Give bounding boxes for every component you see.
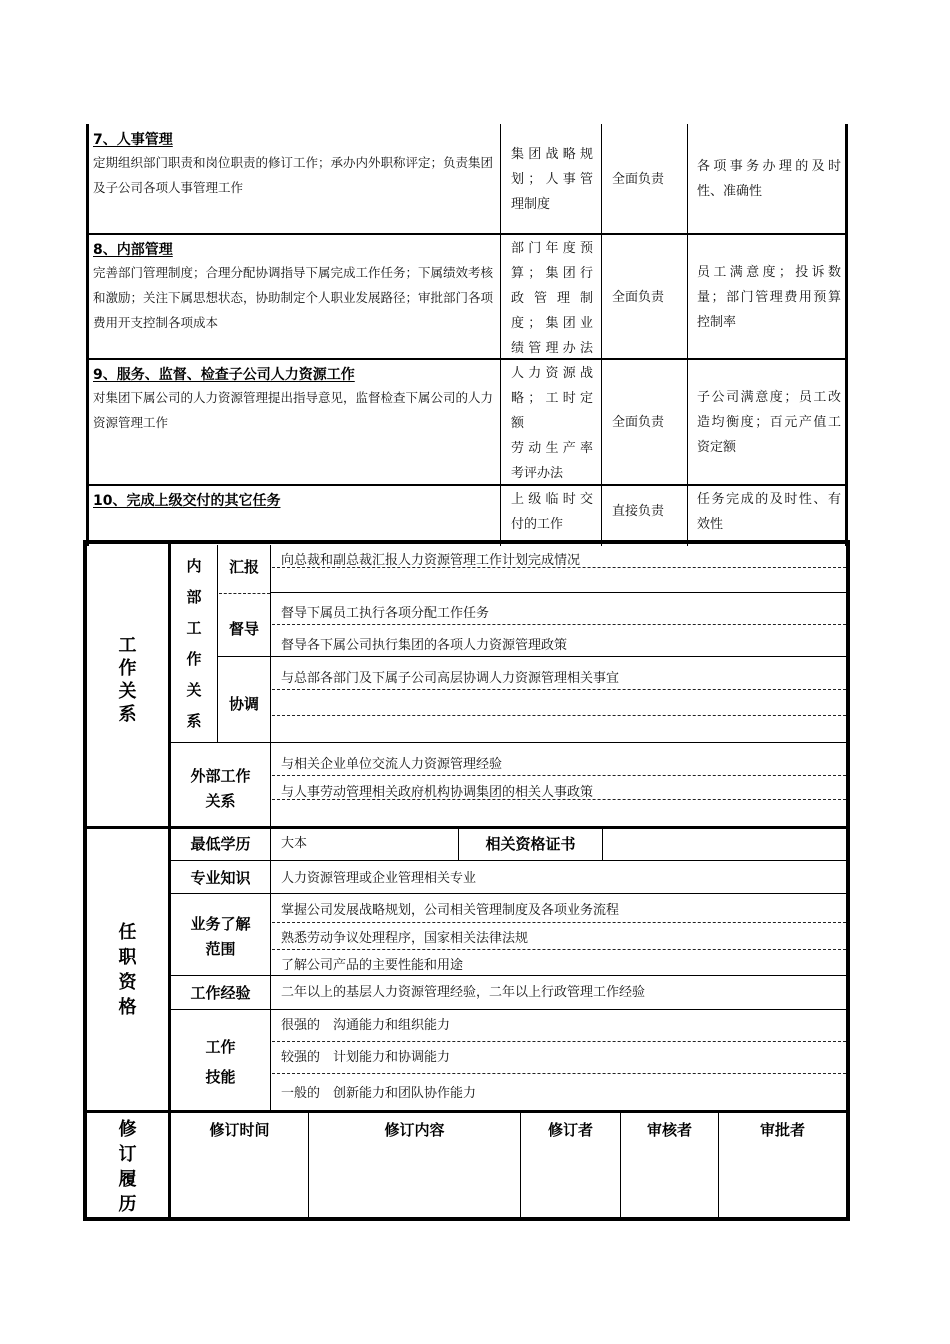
revision-header-content: 修订内容 — [384, 1121, 445, 1139]
basis-line: 考评办法 — [511, 466, 564, 481]
label-char: 作 — [186, 650, 202, 668]
duty-responsibility: 全面负责 — [612, 290, 665, 305]
internal-label — [171, 551, 217, 737]
skills-label — [171, 1032, 270, 1092]
skill-item: 较强的 计划能力和协调能力 — [281, 1050, 451, 1065]
kpi-line: 子公司满意度；员工改 — [697, 390, 841, 405]
section-label — [87, 920, 168, 1020]
duty-responsibility: 全面负责 — [612, 415, 665, 430]
basis-line: 度；集团业 — [511, 316, 593, 331]
kpi-line: 量；部门管理费用预算 — [697, 290, 841, 305]
basis-line: 部门年度预 — [511, 241, 593, 256]
supervise-label: 督导 — [228, 620, 259, 638]
label-char: 作 — [118, 658, 137, 679]
duty-responsibility: 全面负责 — [612, 172, 665, 187]
kpi-line: 各项事务办理的及时 — [697, 159, 841, 174]
duty-basis — [511, 236, 593, 361]
report-item: 向总裁和副总裁汇报人力资源管理工作计划完成情况 — [281, 553, 581, 568]
basis-line: 政 管 理 制 — [511, 291, 593, 306]
duty-kpi — [697, 154, 841, 204]
external-item: 与人事劳动管理相关政府机构协调集团的相关人事政策 — [281, 785, 594, 800]
certificate-label: 相关资格证书 — [485, 835, 576, 853]
business-item: 熟悉劳动争议处理程序，国家相关法律法规 — [281, 931, 529, 946]
duty-title: 7、人事管理 — [93, 132, 173, 148]
duty-basis — [511, 487, 593, 537]
basis-line: 上级临时交 — [511, 492, 593, 507]
duty-description: 定期组织部门职责和岗位职责的修订工作；承办内外职称评定；负责集团及子公司各项人事管理工作 — [93, 155, 494, 195]
basis-line: 理制度 — [511, 197, 551, 212]
basis-line: 额 — [511, 416, 525, 431]
duty-kpi — [697, 385, 841, 460]
skill-item: 一般的 创新能力和团队协作能力 — [281, 1086, 477, 1101]
label-char: 内 — [186, 557, 202, 575]
section-label — [87, 634, 168, 726]
label-char: 工 — [118, 635, 137, 656]
basis-line: 集团战略规划；人事管 — [511, 147, 593, 187]
label-char: 系 — [118, 704, 137, 725]
kpi-line: 任务完成的及时性、有 — [697, 492, 841, 507]
duty-title: 9、服务、监督、检查子公司人力资源工作 — [93, 367, 355, 383]
label-char: 关 — [186, 681, 202, 699]
section-label — [87, 1117, 168, 1217]
label-char: 资 — [118, 972, 137, 993]
duty-kpi — [697, 260, 841, 335]
label-line: 工作 — [205, 1038, 236, 1056]
label-char: 职 — [118, 947, 137, 968]
coordinate-label: 协调 — [228, 695, 259, 713]
duty-title: 8、内部管理 — [93, 242, 173, 258]
basis-line: 付的工作 — [511, 517, 564, 532]
basis-line: 人力资源战 — [511, 366, 593, 381]
experience-label: 工作经验 — [190, 984, 251, 1002]
basis-line: 算；集团行 — [511, 266, 593, 281]
kpi-line: 资定额 — [697, 440, 737, 455]
label-char: 订 — [118, 1144, 137, 1165]
label-char: 格 — [118, 997, 137, 1018]
business-label — [171, 912, 270, 962]
report-label: 汇报 — [228, 558, 259, 576]
business-item: 了解公司产品的主要性能和用途 — [281, 958, 464, 973]
kpi-line: 控制率 — [697, 315, 737, 330]
revision-header-approver: 审批者 — [759, 1121, 805, 1139]
basis-line: 劳动生产率 — [511, 441, 593, 456]
label-char: 履 — [118, 1169, 137, 1190]
kpi-line: 员工满意度；投诉数 — [697, 265, 841, 280]
revision-header-time: 修订时间 — [209, 1121, 270, 1139]
duty-basis — [511, 142, 593, 217]
label-line: 技能 — [205, 1068, 236, 1086]
revision-header-reviser: 修订者 — [547, 1121, 593, 1139]
kpi-line: 效性 — [697, 517, 724, 532]
supervise-item: 督导下属员工执行各项分配工作任务 — [281, 606, 490, 621]
label-char: 关 — [118, 681, 137, 702]
duty-title: 10、完成上级交付的其它任务 — [93, 493, 281, 509]
label-line: 外部工作 — [190, 767, 251, 785]
kpi-line: 性、准确性 — [697, 184, 763, 199]
label-char: 任 — [118, 922, 137, 943]
label-line: 业务了解 — [190, 915, 251, 933]
business-item: 掌握公司发展战略规划，公司相关管理制度及各项业务流程 — [281, 903, 620, 918]
coordinate-item: 与总部各部门及下属子公司高层协调人力资源管理相关事宜 — [281, 671, 620, 686]
duty-description: 完善部门管理制度；合理分配协调指导下属完成工作任务；下属绩效考核和激励；关注下属思想状态，协助制定个人职业发展路径；审批部门各项费用开支控制各项成本 — [93, 265, 494, 330]
education-value: 大本 — [281, 836, 308, 851]
label-char: 系 — [186, 712, 202, 730]
supervise-item: 督导各下属公司执行集团的各项人力资源管理政策 — [281, 638, 568, 653]
label-char: 修 — [118, 1119, 137, 1140]
experience-value: 二年以上的基层人力资源管理经验，二年以上行政管理工作经验 — [281, 985, 646, 1000]
label-char: 工 — [186, 619, 202, 637]
kpi-line: 造均衡度；百元产值工 — [697, 415, 841, 430]
duty-description: 对集团下属公司的人力资源管理提出指导意见，监督检查下属公司的人力资源管理工作 — [93, 390, 494, 430]
duty-kpi — [697, 487, 841, 537]
skill-item: 很强的 沟通能力和组织能力 — [281, 1018, 451, 1033]
knowledge-value: 人力资源管理或企业管理相关专业 — [281, 871, 477, 886]
revision-header-reviewer: 审核者 — [646, 1121, 692, 1139]
basis-line: 略；工时定 — [511, 391, 593, 406]
knowledge-label: 专业知识 — [190, 869, 251, 887]
duty-responsibility: 直接负责 — [612, 504, 665, 519]
duty-basis — [511, 361, 593, 486]
external-item: 与相关企业单位交流人力资源管理经验 — [281, 757, 503, 772]
basis-line: 绩管理办法 — [511, 341, 593, 356]
label-char: 部 — [186, 588, 202, 606]
education-label: 最低学历 — [190, 835, 251, 853]
external-label — [171, 764, 270, 814]
label-line: 关系 — [205, 792, 236, 810]
label-char: 历 — [118, 1194, 137, 1215]
label-line: 范围 — [205, 940, 236, 958]
